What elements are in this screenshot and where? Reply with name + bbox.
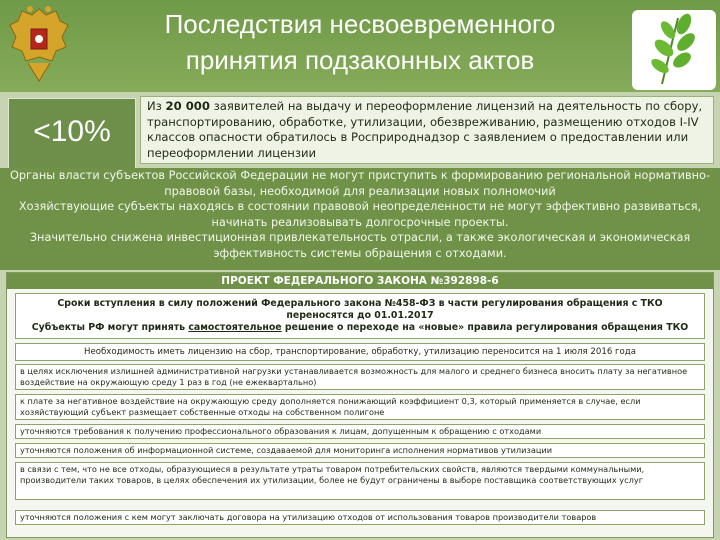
applicants-info-box [140,96,714,164]
deadline-section [15,293,705,339]
page-title [140,6,580,78]
deadline-line-1: Сроки вступления в силу положений Федерального закона №458-ФЗ в части регулирования обращения с ТКО [57,298,663,309]
consequences-band [0,168,720,270]
coat-of-arms-icon [4,3,74,87]
leaf-branch-icon [632,10,716,90]
consequence-2: Хозяйствующие субъекты находясь в состоянии правовой неопределенности не могут эффективно развиваться, начинать реализовывать долгосрочные проекты. [18,200,702,229]
percent-badge: <10% [8,98,136,170]
title-line-2: принятия подзаконных актов [185,45,535,75]
info-count: 20 000 [165,99,210,113]
law-project-card [6,272,714,538]
consequence-3: Значительно снижена инвестиционная привлекательность отрасли, а также экологическая и экономическая эффективность системы обращения с отходами. [29,231,691,260]
list-item: в связи с тем, что не все отходы, образующиеся в результате утраты товаром потребительских свойств, являются твердыми коммунальными, производители таких товаров, в целях обеспечения их утилизации, более не будут ограничены в выборе поставщика соответствующих услуг [15,462,705,500]
subjects-prefix: Субъекты РФ могут принять [31,322,189,334]
list-item: в целях исключения излишней административной нагрузки устанавливается возможность для малого и среднего бизнеса вносить плату за негативное воздействие на окружающую среду 1 раз в год (не ежеквартально) [15,364,705,390]
info-text: заявителей на выдачу и переоформление лицензий на деятельность по сбору, транспортированию, обработке, утилизации, обезвреживанию, размещению отходов I-IV классов опасности обратилось в Росприроднадзор с заявлением о предоставлении или переоформлении лицензии [147,99,703,160]
list-item: к плате за негативное воздействие на окружающую среду дополняется понижающий коэффициент 0,3, который применяется в случае, если хозяйствующий субъект размещает собственные отходы на собственном полигоне [15,394,705,420]
list-item: уточняются положения об информационной системе, создаваемой для мониторинга исполнения нормативов утилизации [15,443,705,458]
list-item: уточняются положения с кем могут заключать договора на утилизацию отходов от использования товаров производители товаров [15,510,705,525]
law-project-header: ПРОЕКТ ФЕДЕРАЛЬНОГО ЗАКОНА №392898-6 [7,273,713,289]
subjects-underlined: самостоятельное [188,322,282,334]
list-item: уточняются требования к получению профессионального образования к лицам, допущенным к обращению с отходами [15,424,705,439]
leaf-logo-frame [632,10,716,90]
deadline-line-2: переносятся до 01.01.2017 [286,310,434,322]
info-prefix: Из [147,99,166,113]
subjects-suffix: решение о переходе на «новые» правила регулирования обращения ТКО [281,322,689,334]
subjects-line [20,322,700,334]
consequence-1: Органы власти субъектов Российской Федерации не могут приступить к формированию региональной нормативно-правовой базы, необходимой для реализации новых полномочий [9,169,711,198]
header-banner [0,0,720,92]
license-section: Необходимость иметь лицензию на сбор, транспортирование, обработку, утилизацию переносится на 1 июля 2016 года [15,343,705,361]
title-line-1: Последствия несвоевременного [164,9,556,39]
